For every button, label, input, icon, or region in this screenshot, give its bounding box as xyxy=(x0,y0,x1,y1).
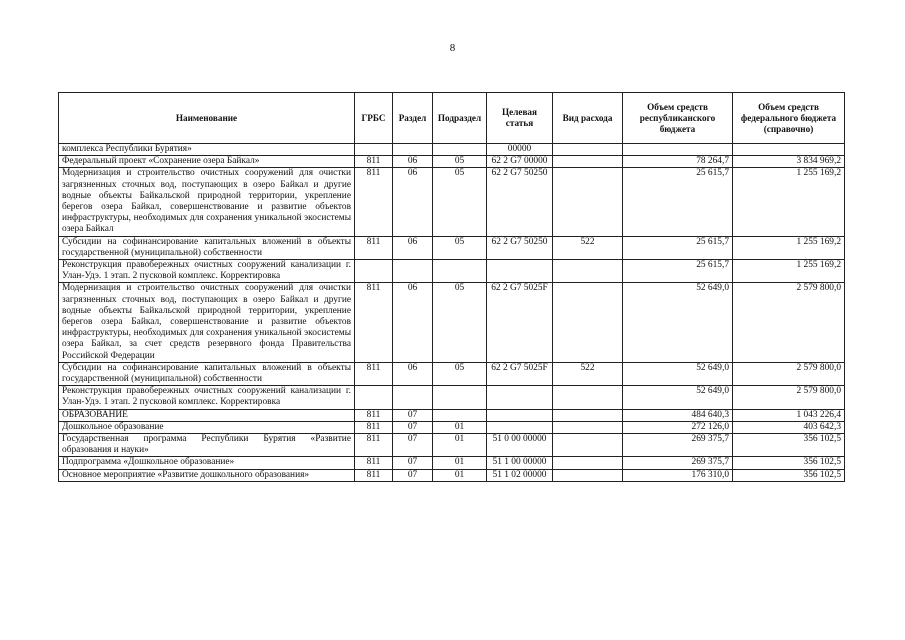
cell-razdel: 06 xyxy=(393,283,433,362)
cell-fed-budget: 2 579 800,0 xyxy=(733,283,845,362)
cell-grbs: 811 xyxy=(355,362,393,385)
cell-podrazdel: 01 xyxy=(433,434,487,457)
cell-rep-budget: 52 649,0 xyxy=(623,362,733,385)
cell-grbs: 811 xyxy=(355,457,393,469)
cell-rep-budget: 52 649,0 xyxy=(623,283,733,362)
cell-razdel: 07 xyxy=(393,457,433,469)
cell-fed-budget: 403 642,3 xyxy=(733,421,845,433)
cell-vid xyxy=(553,386,623,409)
cell-fed-budget: 3 834 969,2 xyxy=(733,156,845,168)
cell-grbs: 811 xyxy=(355,156,393,168)
cell-name: Реконструкция правобережных очистных сооружений канализации г. Улан-Удэ. 1 этап. 2 пусковой комплекс. Корректировка xyxy=(59,260,355,283)
cell-razdel: 07 xyxy=(393,469,433,481)
header-name: Наименование xyxy=(59,93,355,144)
cell-fed-budget: 356 102,5 xyxy=(733,457,845,469)
table-row xyxy=(59,362,845,385)
cell-grbs: 811 xyxy=(355,469,393,481)
table-row xyxy=(59,421,845,433)
cell-grbs: 811 xyxy=(355,283,393,362)
table-row xyxy=(59,469,845,481)
table-row xyxy=(59,168,845,236)
cell-razdel: 07 xyxy=(393,434,433,457)
cell-podrazdel: 05 xyxy=(433,283,487,362)
budget-table xyxy=(58,92,845,482)
cell-fed-budget: 1 255 169,2 xyxy=(733,236,845,259)
table-row xyxy=(59,386,845,409)
cell-name: Государственная программа Республики Бурятия «Развитие образования и науки» xyxy=(59,434,355,457)
cell-vid xyxy=(553,144,623,156)
cell-vid xyxy=(553,260,623,283)
header-target: Целевая статья xyxy=(487,93,553,144)
cell-podrazdel: 01 xyxy=(433,457,487,469)
header-fed-budget: Объем средств федерального бюджета (справочно) xyxy=(733,93,845,144)
cell-fed-budget: 1 043 226,4 xyxy=(733,409,845,421)
cell-fed-budget: 2 579 800,0 xyxy=(733,362,845,385)
cell-name: Субсидии на софинансирование капитальных вложений в объекты государственной (муниципальной) собственности xyxy=(59,362,355,385)
cell-vid xyxy=(553,434,623,457)
cell-name: Дошкольное образование xyxy=(59,421,355,433)
cell-rep-budget: 25 615,7 xyxy=(623,168,733,236)
cell-target xyxy=(487,260,553,283)
cell-target: 62 2 G7 00000 xyxy=(487,156,553,168)
cell-razdel: 06 xyxy=(393,168,433,236)
cell-rep-budget: 272 126,0 xyxy=(623,421,733,433)
cell-grbs xyxy=(355,260,393,283)
table-row xyxy=(59,283,845,362)
cell-rep-budget xyxy=(623,144,733,156)
cell-name: Федеральный проект «Сохранение озера Байкал» xyxy=(59,156,355,168)
cell-rep-budget: 269 375,7 xyxy=(623,434,733,457)
cell-podrazdel: 05 xyxy=(433,168,487,236)
cell-rep-budget: 52 649,0 xyxy=(623,386,733,409)
cell-vid: 522 xyxy=(553,236,623,259)
cell-grbs xyxy=(355,144,393,156)
cell-name: Модернизация и строительство очистных сооружений для очистки загрязненных сточных вод, поступающих в озеро Байкал и другие водные объекты Байкальской природной территории, укрепление берегов озера Байкал, совершенствование и развитие объектов инфраструктуры, необходимых для сохранения уникальной экосистемы озера Байкал, за счет средств резервного фонда Правительства Российской Федерации xyxy=(59,283,355,362)
cell-podrazdel: 05 xyxy=(433,236,487,259)
cell-target: 62 2 G7 50250 xyxy=(487,168,553,236)
cell-razdel xyxy=(393,386,433,409)
cell-target: 62 2 G7 5025F xyxy=(487,362,553,385)
cell-grbs: 811 xyxy=(355,236,393,259)
cell-grbs xyxy=(355,386,393,409)
cell-target: 62 2 G7 50250 xyxy=(487,236,553,259)
table-row xyxy=(59,144,845,156)
cell-razdel: 06 xyxy=(393,236,433,259)
cell-podrazdel: 01 xyxy=(433,421,487,433)
cell-fed-budget: 356 102,5 xyxy=(733,434,845,457)
cell-grbs: 811 xyxy=(355,168,393,236)
table-header-row xyxy=(59,93,845,144)
header-razdel: Раздел xyxy=(393,93,433,144)
cell-razdel xyxy=(393,260,433,283)
cell-vid xyxy=(553,469,623,481)
table-row xyxy=(59,260,845,283)
cell-fed-budget: 1 255 169,2 xyxy=(733,168,845,236)
table-row xyxy=(59,409,845,421)
cell-fed-budget: 2 579 800,0 xyxy=(733,386,845,409)
cell-rep-budget: 78 264,7 xyxy=(623,156,733,168)
cell-podrazdel xyxy=(433,409,487,421)
cell-vid xyxy=(553,457,623,469)
cell-fed-budget: 1 255 169,2 xyxy=(733,260,845,283)
cell-rep-budget: 484 640,3 xyxy=(623,409,733,421)
cell-razdel: 07 xyxy=(393,421,433,433)
cell-podrazdel xyxy=(433,260,487,283)
cell-vid xyxy=(553,283,623,362)
cell-name: Модернизация и строительство очистных сооружений для очистки загрязненных сточных вод, поступающих в озеро Байкал и другие водные объекты Байкальской природной территории, укрепление берегов озера Байкал, совершенствование и развитие объектов инфраструктуры, необходимых для сохранения уникальной экосистемы озера Байкал xyxy=(59,168,355,236)
cell-razdel: 06 xyxy=(393,362,433,385)
header-podrazdel: Подраздел xyxy=(433,93,487,144)
table-row xyxy=(59,156,845,168)
cell-podrazdel xyxy=(433,386,487,409)
cell-vid xyxy=(553,409,623,421)
cell-fed-budget: 356 102,5 xyxy=(733,469,845,481)
cell-podrazdel xyxy=(433,144,487,156)
cell-fed-budget xyxy=(733,144,845,156)
cell-rep-budget: 269 375,7 xyxy=(623,457,733,469)
cell-target: 51 1 00 00000 xyxy=(487,457,553,469)
cell-target: 62 2 G7 5025F xyxy=(487,283,553,362)
cell-vid xyxy=(553,421,623,433)
cell-grbs: 811 xyxy=(355,434,393,457)
cell-vid xyxy=(553,168,623,236)
cell-name: комплекса Республики Бурятия» xyxy=(59,144,355,156)
header-grbs: ГРБС xyxy=(355,93,393,144)
cell-vid xyxy=(553,156,623,168)
cell-podrazdel: 01 xyxy=(433,469,487,481)
cell-podrazdel: 05 xyxy=(433,156,487,168)
header-vid: Вид расхода xyxy=(553,93,623,144)
cell-target: 00000 xyxy=(487,144,553,156)
cell-target: 51 1 02 00000 xyxy=(487,469,553,481)
cell-name: Основное мероприятие «Развитие дошкольного образования» xyxy=(59,469,355,481)
table-body xyxy=(59,144,845,482)
cell-target xyxy=(487,421,553,433)
page-number: 8 xyxy=(449,42,456,54)
cell-razdel: 06 xyxy=(393,156,433,168)
table-row xyxy=(59,236,845,259)
cell-grbs: 811 xyxy=(355,421,393,433)
cell-name: Субсидии на софинансирование капитальных вложений в объекты государственной (муниципальной) собственности xyxy=(59,236,355,259)
cell-rep-budget: 176 310,0 xyxy=(623,469,733,481)
cell-grbs: 811 xyxy=(355,409,393,421)
cell-rep-budget: 25 615,7 xyxy=(623,236,733,259)
cell-name: Реконструкция правобережных очистных сооружений канализации г. Улан-Удэ. 1 этап. 2 пусковой комплекс. Корректировка xyxy=(59,386,355,409)
cell-vid: 522 xyxy=(553,362,623,385)
cell-rep-budget: 25 615,7 xyxy=(623,260,733,283)
cell-razdel: 07 xyxy=(393,409,433,421)
table-row xyxy=(59,434,845,457)
cell-podrazdel: 05 xyxy=(433,362,487,385)
cell-name: ОБРАЗОВАНИЕ xyxy=(59,409,355,421)
cell-target xyxy=(487,386,553,409)
cell-target xyxy=(487,409,553,421)
table-row xyxy=(59,457,845,469)
cell-name: Подпрограмма «Дошкольное образование» xyxy=(59,457,355,469)
header-rep-budget: Объем средств республиканского бюджета xyxy=(623,93,733,144)
cell-razdel xyxy=(393,144,433,156)
cell-target: 51 0 00 00000 xyxy=(487,434,553,457)
